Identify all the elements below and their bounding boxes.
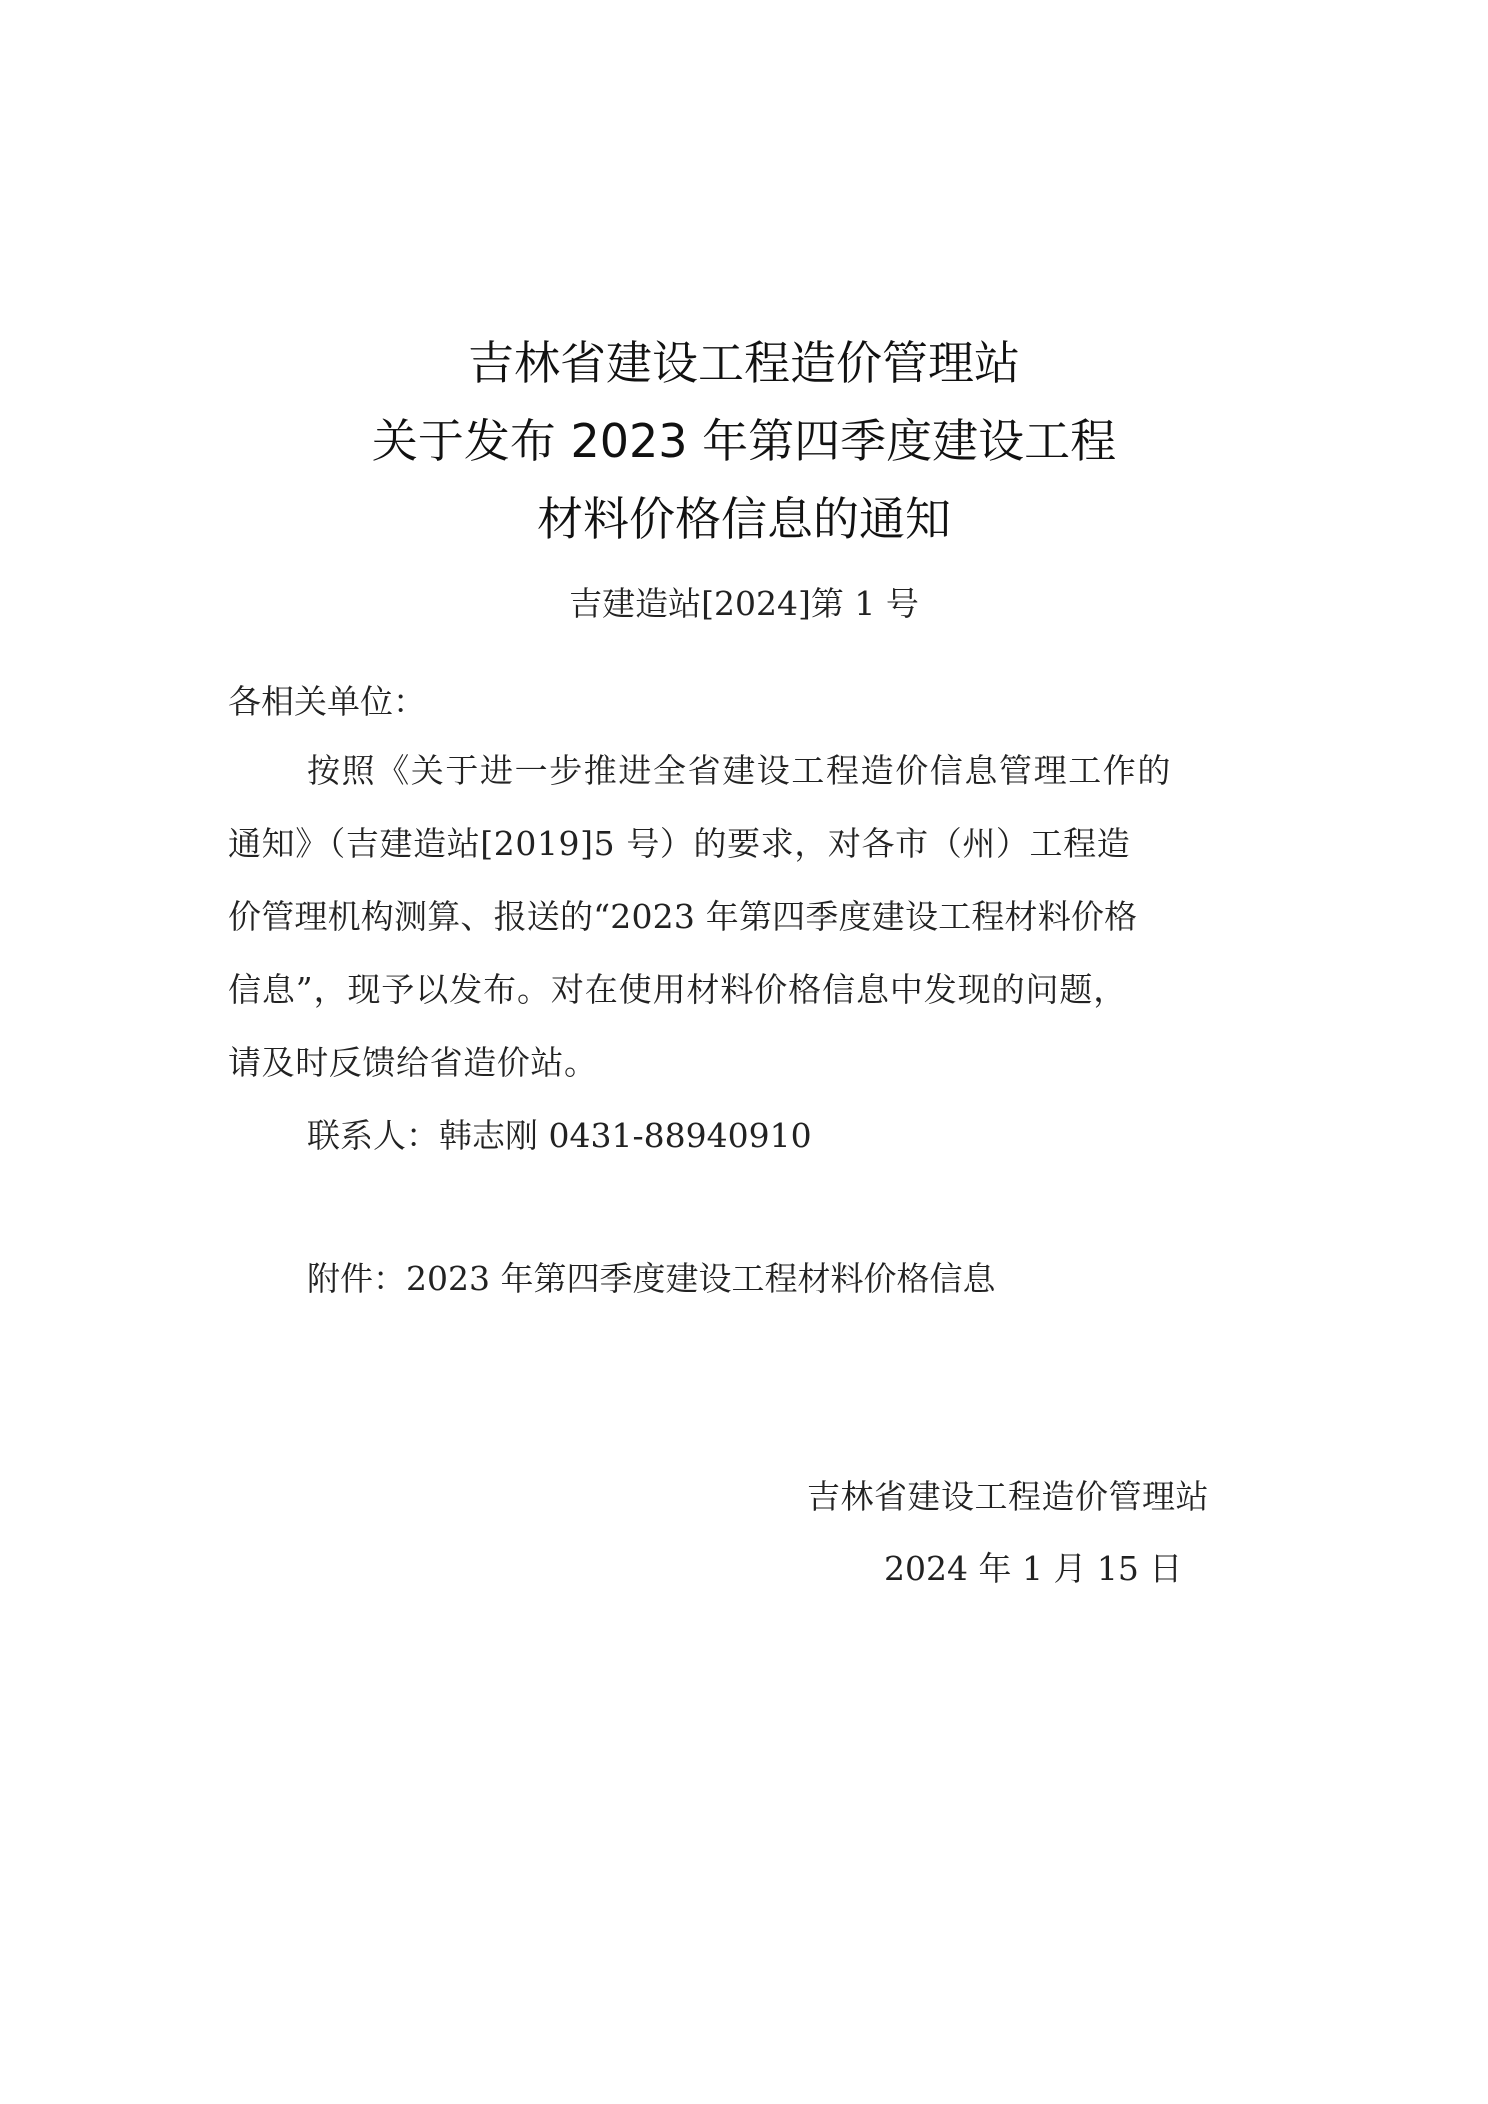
- body-line-5: 请及时反馈给省造价站。: [228, 1043, 598, 1082]
- salutation: 各相关单位：: [228, 682, 426, 721]
- document-number: 吉建造站[2024]第 1 号: [569, 584, 919, 623]
- body-line-1: 按照《关于进一步推进全省建设工程造价信息管理工作的: [307, 751, 1172, 790]
- body-line-3: 价管理机构测算、报送的“2023 年第四季度建设工程材料价格: [228, 897, 1138, 936]
- body-line-4: 信息”，现予以发布。对在使用材料价格信息中发现的问题，: [228, 970, 1128, 1009]
- attachment-line: 附件：2023 年第四季度建设工程材料价格信息: [307, 1259, 996, 1298]
- title-line-2: 关于发布 2023 年第四季度建设工程: [371, 414, 1117, 468]
- signature-organization: 吉林省建设工程造价管理站: [807, 1477, 1209, 1516]
- title-line-3: 材料价格信息的通知: [537, 492, 951, 546]
- title-line-1: 吉林省建设工程造价管理站: [468, 336, 1020, 390]
- signature-date: 2024 年 1 月 15 日: [884, 1549, 1183, 1588]
- body-line-2: 通知》（吉建造站[2019]5 号）的要求，对各市（州）工程造: [228, 824, 1131, 863]
- contact-line: 联系人：韩志刚 0431-88940910: [307, 1116, 812, 1155]
